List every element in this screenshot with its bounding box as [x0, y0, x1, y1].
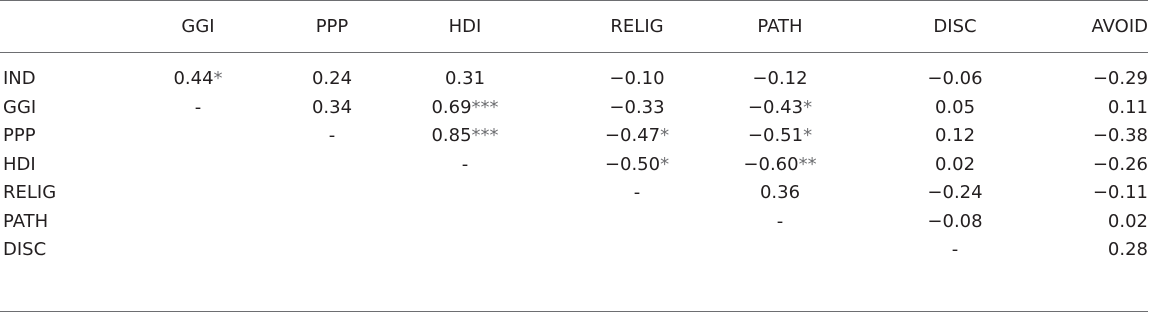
significance-marker: *** [471, 125, 499, 146]
table-cell [385, 154, 545, 176]
row-label-disc: DISC [3, 239, 47, 260]
table-cell [700, 97, 860, 119]
table-cell [700, 182, 860, 204]
cell-value: 0.05 [934, 96, 976, 118]
column-header-avoid: AVOID [1091, 16, 1148, 37]
cell-value: 0.12 [934, 125, 976, 146]
cell-value: 0.85 [431, 125, 472, 146]
table-cell [988, 68, 1148, 90]
cell-value: 0.02 [934, 153, 976, 175]
cell-value: 0.31 [444, 68, 486, 89]
cell-value: −0.43 [747, 96, 804, 118]
cell-value: −0.26 [1092, 153, 1148, 175]
cell-value: - [194, 96, 202, 118]
cell-value: - [776, 210, 784, 232]
column-header-ppp: PPP [315, 16, 349, 37]
significance-marker: * [660, 153, 670, 175]
bottom-rule [0, 311, 1148, 312]
cell-value: −0.38 [1092, 125, 1148, 146]
table-cell [700, 125, 860, 147]
table-cell [557, 154, 717, 176]
cell-value: 0.11 [1107, 96, 1148, 118]
cell-value: 0.02 [1107, 210, 1148, 232]
column-header-relig: RELIG [610, 16, 664, 37]
table-cell [385, 125, 545, 147]
row-label-path: PATH [3, 210, 49, 232]
column-header-path: PATH [757, 16, 803, 37]
table-cell [988, 211, 1148, 233]
cell-value: 0.69 [431, 96, 472, 118]
cell-value: −0.11 [1092, 182, 1148, 203]
row-label-relig: RELIG [3, 182, 57, 203]
cell-value: - [633, 182, 641, 203]
cell-value: −0.29 [1092, 68, 1148, 89]
cell-value: −0.06 [927, 68, 983, 89]
row-label-ind: IND [3, 68, 36, 89]
table-cell [988, 182, 1148, 204]
table-cell [385, 68, 545, 90]
cell-value: 0.28 [1107, 239, 1148, 260]
column-header-disc: DISC [933, 16, 977, 37]
cell-value: −0.33 [609, 96, 665, 118]
row-label-hdi: HDI [3, 153, 36, 175]
significance-marker: * [660, 125, 670, 146]
cell-value: - [461, 153, 469, 175]
significance-marker: *** [471, 96, 499, 118]
column-header-hdi: HDI [448, 16, 482, 37]
cell-value: −0.24 [927, 182, 983, 203]
significance-marker: * [803, 125, 813, 146]
cell-value: 0.44 [173, 68, 214, 89]
header-rule [0, 52, 1148, 53]
table-cell [988, 125, 1148, 147]
cell-value: 0.34 [311, 96, 353, 118]
table-cell [557, 125, 717, 147]
cell-value: −0.51 [747, 125, 804, 146]
significance-marker: * [803, 96, 813, 118]
column-header-ggi: GGI [181, 16, 215, 37]
table-cell [557, 182, 717, 204]
table-cell [557, 68, 717, 90]
significance-marker: ** [798, 153, 817, 175]
cell-value: −0.08 [927, 210, 983, 232]
row-label-ggi: GGI [3, 96, 37, 118]
table-cell [988, 97, 1148, 119]
table-cell [988, 154, 1148, 176]
cell-value: −0.10 [609, 68, 665, 89]
cell-value: −0.50 [604, 153, 661, 175]
row-label-ppp: PPP [3, 125, 36, 146]
table-cell [700, 68, 860, 90]
table-cell [988, 239, 1148, 261]
cell-value: −0.60 [743, 153, 799, 175]
table-cell [385, 97, 545, 119]
cell-value: 0.24 [311, 68, 353, 89]
table-cell [700, 154, 860, 176]
table-cell [557, 97, 717, 119]
cell-value: −0.12 [752, 68, 808, 89]
cell-value: - [951, 239, 959, 260]
cell-value: −0.47 [604, 125, 661, 146]
significance-marker: * [213, 68, 223, 89]
cell-value: - [328, 125, 336, 146]
cell-value: 0.36 [759, 182, 801, 203]
top-rule [0, 0, 1148, 1]
table-cell [700, 211, 860, 233]
